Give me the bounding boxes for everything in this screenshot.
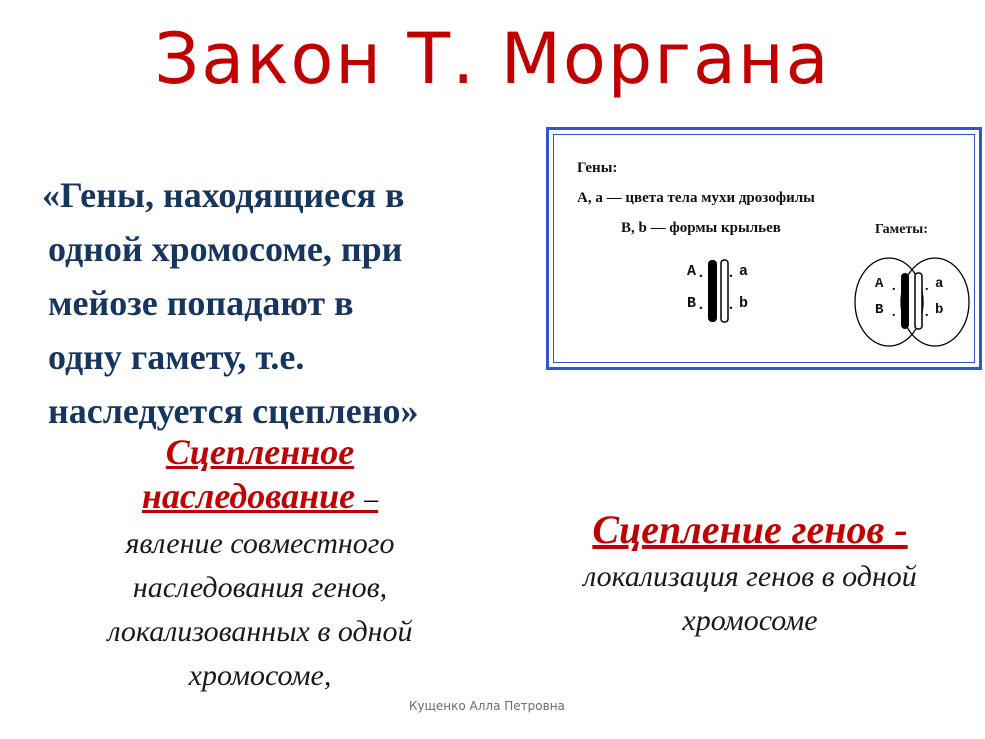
genes-line-wing-shape: В, b — формы крыльев — [621, 220, 781, 236]
svg-text:.: . — [699, 297, 703, 313]
gene-linkage-term: Сцепление генов - — [592, 507, 908, 552]
genes-line-body-color: А, а — цвета тела мухи дрозофилы — [577, 190, 815, 206]
gamete-gene-label: А — [875, 276, 884, 292]
gamete-gene-label: В — [875, 302, 884, 318]
slide-title: Закон Т. Моргана — [154, 18, 831, 100]
morgan-law-quote — [42, 168, 512, 438]
linked-inheritance-definition — [40, 430, 480, 698]
linked-inheritance-term-line — [40, 474, 480, 522]
definition-line: хромосоме, — [188, 659, 332, 692]
gene-linkage-definition — [520, 505, 980, 643]
definition-line: наследования генов, — [132, 571, 388, 604]
gamete-gene-label: b — [935, 302, 944, 318]
svg-text:.: . — [699, 265, 703, 281]
quote-line: одной хромосоме, при — [48, 229, 403, 269]
gamete-light-chromosome — [915, 273, 922, 329]
definition-line: локализация генов в одной — [583, 560, 917, 593]
definition-line: хромосоме — [682, 604, 818, 637]
quote-line: мейозе попадают в — [48, 283, 354, 323]
quote-line: наследуется сцеплено» — [48, 391, 419, 431]
definition-line: локализованных в одной — [107, 615, 413, 648]
gene-label: b — [739, 295, 749, 312]
gamete-cell-left — [855, 258, 923, 346]
gamete-dark-chromosome — [901, 273, 909, 329]
quote-line: «Гены, находящиеся в — [42, 175, 405, 215]
gene-label: А — [687, 263, 697, 280]
svg-text:.: . — [729, 297, 733, 313]
linked-inheritance-term-line: Сцепленное — [165, 432, 355, 472]
gene-label: В — [687, 295, 697, 312]
gene-label: а — [739, 263, 749, 280]
svg-text:.: . — [729, 265, 733, 281]
gametes-label: Гаметы: — [875, 222, 928, 237]
gamete-drawing — [549, 130, 985, 373]
linked-inheritance-term-text: наследование — [141, 476, 365, 516]
definition-line: явление совместного — [125, 527, 395, 560]
svg-text:.: . — [925, 279, 929, 294]
quote-line: одну гамету, т.е. — [48, 337, 305, 377]
term-dash: – — [364, 484, 379, 515]
svg-text:.: . — [925, 305, 929, 320]
gamete-gene-label: а — [935, 276, 944, 292]
svg-text:.: . — [892, 305, 896, 320]
svg-text:.: . — [892, 279, 896, 294]
author-footer: Кущенко Алла Петровна — [409, 699, 565, 713]
genes-label: Гены: — [577, 160, 618, 176]
genetics-diagram — [546, 127, 982, 370]
